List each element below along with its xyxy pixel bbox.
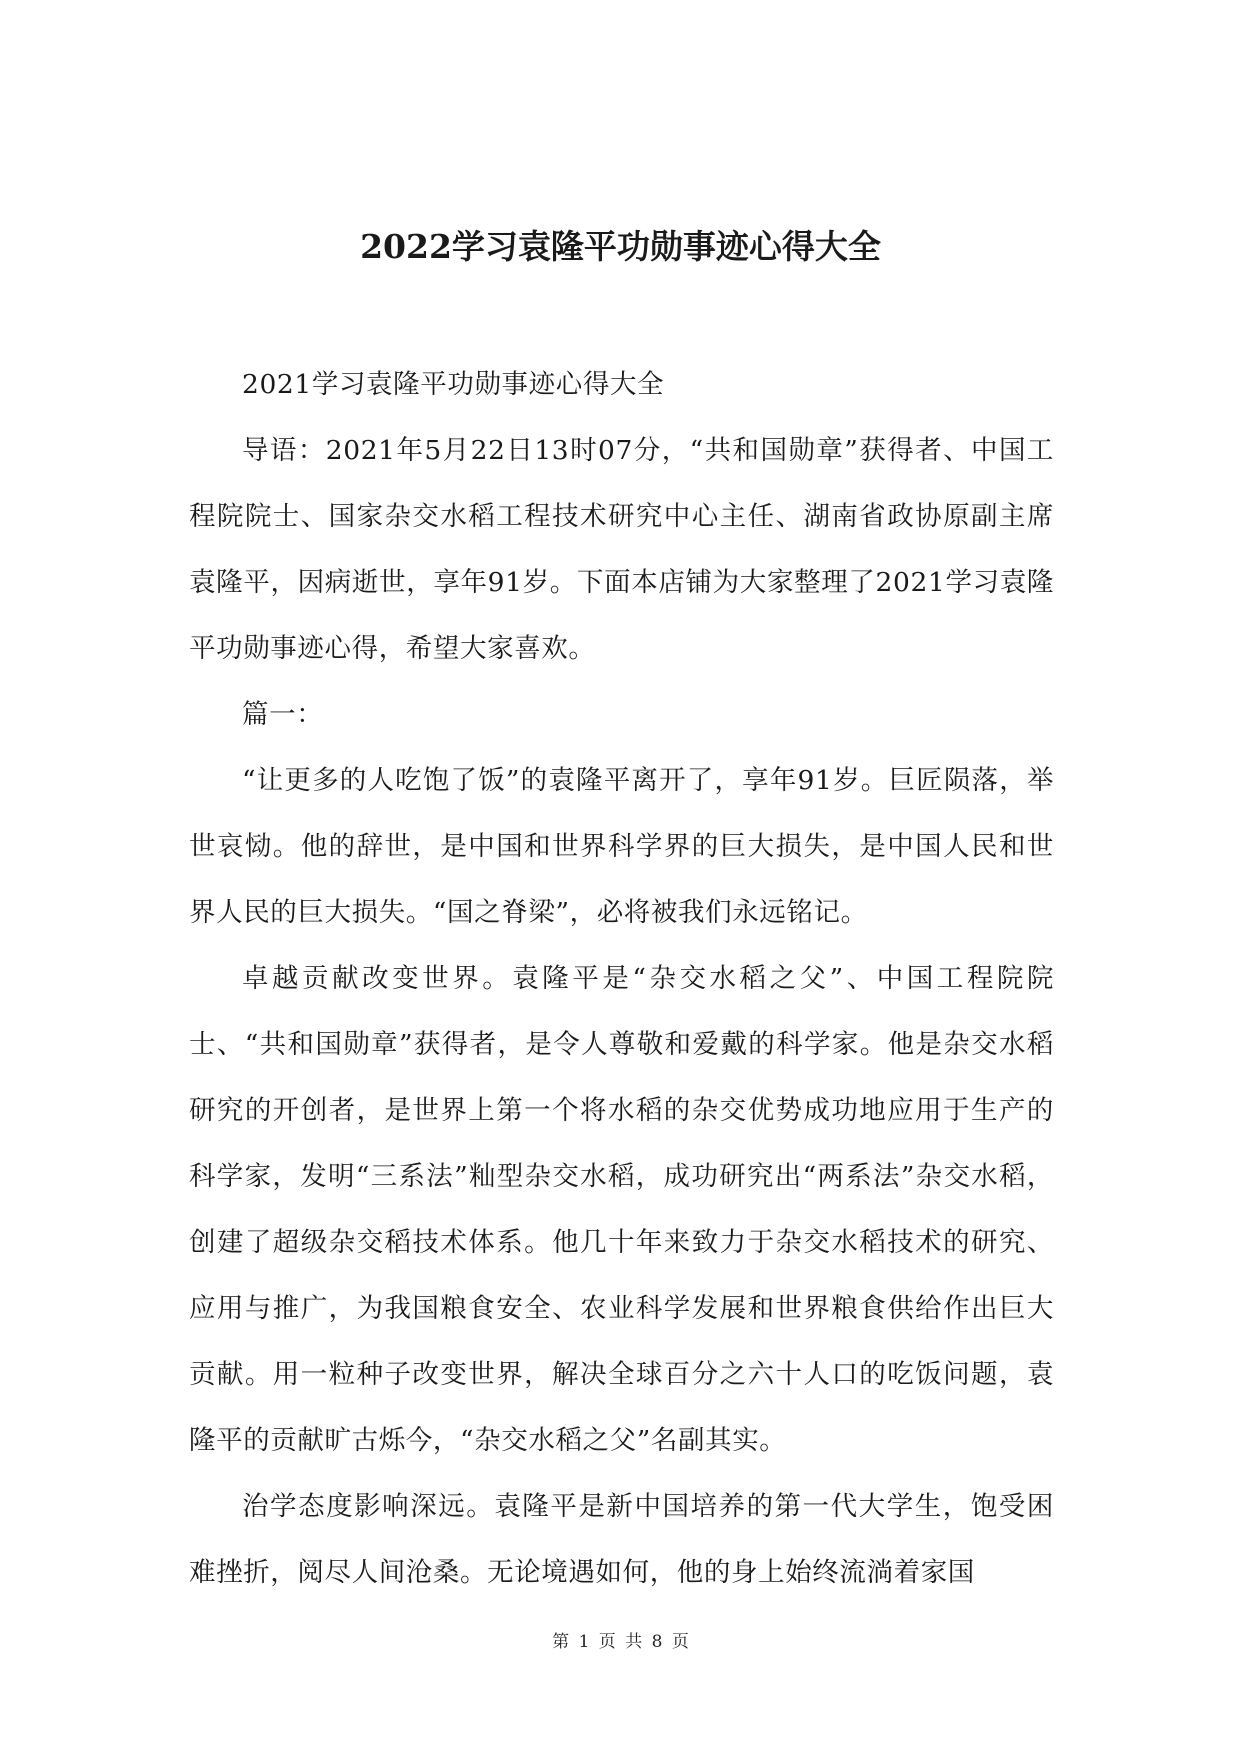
document-body (189, 352, 1054, 1606)
subtitle-paragraph: 2021学习袁隆平功勋事迹心得大全 (242, 369, 665, 400)
document-title: 2022学习袁隆平功勋事迹心得大全 (360, 227, 881, 266)
intro-paragraph: 导语：2021年5月22日13时07分，“共和国勋章”获得者、中国工程院院士、国家杂交水稻工程技术研究中心主任、湖南省政协原副主席袁隆平，因病逝世，享年91岁。下面本店铺为大家整理了2021学习袁隆平功勋事迹心得，希望大家喜欢。 (189, 435, 1054, 664)
body-paragraph: “让更多的人吃饱了饭”的袁隆平离开了，享年91岁。巨匠陨落，举世哀恸。他的辞世，是中国和世界科学界的巨大损失，是中国人民和世界人民的巨大损失。“国之脊梁”，必将被我们永远铭记。 (189, 765, 1054, 928)
section-heading: 篇一： (242, 699, 324, 730)
body-paragraph: 卓越贡献改变世界。袁隆平是“杂交水稻之父”、中国工程院院士、“共和国勋章”获得者，是令人尊敬和爱戴的科学家。他是杂交水稻研究的开创者，是世界上第一个将水稻的杂交优势成功地应用于生产的科学家，发明“三系法”籼型杂交水稻，成功研究出“两系法”杂交水稻，创建了超级杂交稻技术体系。他几十年来致力于杂交水稻技术的研究、应用与推广，为我国粮食安全、农业科学发展和世界粮食供给作出巨大贡献。用一粒种子改变世界，解决全球百分之六十人口的吃饭问题，袁隆平的贡献旷古烁今，“杂交水稻之父”名副其实。 (189, 963, 1054, 1456)
body-paragraph: 治学态度影响深远。袁隆平是新中国培养的第一代大学生，饱受困难挫折，阅尽人间沧桑。无论境遇如何，他的身上始终流淌着家国 (189, 1491, 1054, 1588)
page-number-footer: 第 1 页 共 8 页 (552, 1632, 689, 1652)
